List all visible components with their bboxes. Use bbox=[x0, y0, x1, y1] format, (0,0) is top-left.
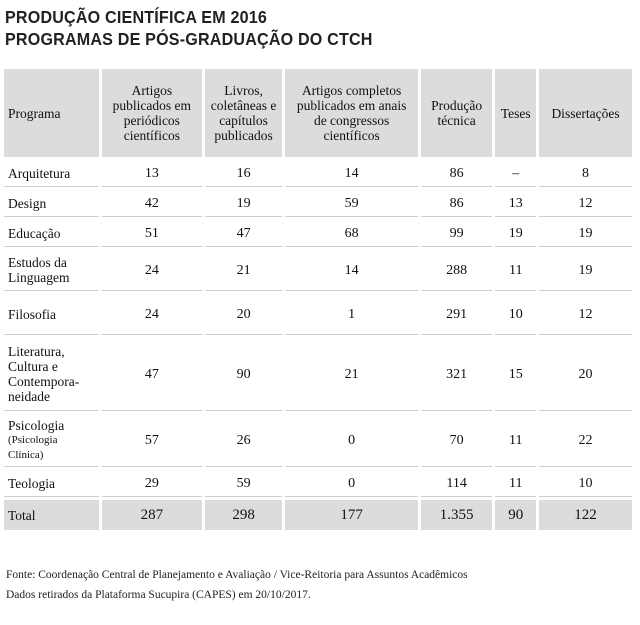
cell-teses: 11 bbox=[495, 414, 536, 467]
total-anais: 177 bbox=[285, 500, 418, 530]
header-livros: Livros, coletâneas e capítulos publicados bbox=[205, 69, 283, 157]
cell-producao: 70 bbox=[421, 414, 492, 467]
cell-programa: Filosofia bbox=[4, 294, 99, 335]
cell-dissertacoes: 8 bbox=[539, 160, 632, 187]
cell-teses: 15 bbox=[495, 338, 536, 411]
cell-programa: Estudos da Linguagem bbox=[4, 250, 99, 291]
cell-dissertacoes: 20 bbox=[539, 338, 632, 411]
cell-artigos: 47 bbox=[102, 338, 202, 411]
cell-anais: 59 bbox=[285, 190, 418, 217]
cell-producao: 288 bbox=[421, 250, 492, 291]
cell-dissertacoes: 19 bbox=[539, 250, 632, 291]
cell-producao: 291 bbox=[421, 294, 492, 335]
cell-producao: 99 bbox=[421, 220, 492, 247]
cell-producao: 86 bbox=[421, 160, 492, 187]
cell-anais: 0 bbox=[285, 470, 418, 497]
table-row bbox=[4, 470, 632, 497]
table-row bbox=[4, 414, 632, 467]
total-producao: 1.355 bbox=[421, 500, 492, 530]
table-row bbox=[4, 294, 632, 335]
data-date-line: Dados retirados da Plataforma Sucupira (CAPES) em 20/10/2017. bbox=[6, 589, 311, 601]
source-note bbox=[6, 565, 468, 605]
cell-producao: 114 bbox=[421, 470, 492, 497]
total-artigos: 287 bbox=[102, 500, 202, 530]
table-row bbox=[4, 250, 632, 291]
cell-livros: 19 bbox=[205, 190, 283, 217]
header-anais: Artigos completos publicados em anais de congressos científicos bbox=[285, 69, 418, 157]
cell-artigos: 24 bbox=[102, 250, 202, 291]
cell-anais: 68 bbox=[285, 220, 418, 247]
cell-livros: 16 bbox=[205, 160, 283, 187]
cell-dissertacoes: 10 bbox=[539, 470, 632, 497]
cell-dissertacoes: 22 bbox=[539, 414, 632, 467]
cell-producao: 321 bbox=[421, 338, 492, 411]
header-programa: Programa bbox=[4, 69, 99, 157]
cell-livros: 90 bbox=[205, 338, 283, 411]
cell-artigos: 24 bbox=[102, 294, 202, 335]
total-livros: 298 bbox=[205, 500, 283, 530]
cell-livros: 26 bbox=[205, 414, 283, 467]
table-row bbox=[4, 220, 632, 247]
cell-programa: Design bbox=[4, 190, 99, 217]
cell-livros: 47 bbox=[205, 220, 283, 247]
cell-teses: 11 bbox=[495, 250, 536, 291]
cell-programa: Arquitetura bbox=[4, 160, 99, 187]
cell-programa: Psicologia bbox=[8, 417, 65, 433]
cell-producao: 86 bbox=[421, 190, 492, 217]
total-label: Total bbox=[4, 500, 99, 530]
cell-artigos: 51 bbox=[102, 220, 202, 247]
page-title bbox=[5, 6, 373, 50]
cell-artigos: 29 bbox=[102, 470, 202, 497]
header-producao: Produção técnica bbox=[421, 69, 492, 157]
total-dissertacoes: 122 bbox=[539, 500, 632, 530]
total-teses: 90 bbox=[495, 500, 536, 530]
cell-artigos: 13 bbox=[102, 160, 202, 187]
cell-livros: 59 bbox=[205, 470, 283, 497]
table-row bbox=[4, 338, 632, 411]
cell-programa: Literatura, Cultura e Contempora-neidade bbox=[4, 338, 99, 411]
cell-livros: 21 bbox=[205, 250, 283, 291]
cell-anais: 14 bbox=[285, 250, 418, 291]
cell-artigos: 57 bbox=[102, 414, 202, 467]
cell-teses: – bbox=[495, 160, 536, 187]
table-row bbox=[4, 190, 632, 217]
cell-anais: 21 bbox=[285, 338, 418, 411]
table-row bbox=[4, 160, 632, 187]
cell-programa-sub: (Psicologia Clínica) bbox=[8, 433, 58, 461]
title-line-1: PRODUÇÃO CIENTÍFICA EM 2016 bbox=[5, 7, 268, 27]
total-row bbox=[4, 500, 632, 530]
source-line: Fonte: Coordenação Central de Planejamento e Avaliação / Vice-Reitoria para Assuntos Acadêmicos bbox=[6, 569, 468, 581]
cell-teses: 19 bbox=[495, 220, 536, 247]
production-table bbox=[1, 66, 635, 533]
header-teses: Teses bbox=[495, 69, 536, 157]
cell-anais: 14 bbox=[285, 160, 418, 187]
cell-teses: 10 bbox=[495, 294, 536, 335]
cell-programa: Educação bbox=[4, 220, 99, 247]
cell-dissertacoes: 12 bbox=[539, 294, 632, 335]
cell-teses: 11 bbox=[495, 470, 536, 497]
cell-artigos: 42 bbox=[102, 190, 202, 217]
cell-livros: 20 bbox=[205, 294, 283, 335]
cell-anais: 0 bbox=[285, 414, 418, 467]
cell-anais: 1 bbox=[285, 294, 418, 335]
header-dissertacoes: Dissertações bbox=[539, 69, 632, 157]
cell-programa-psicologia bbox=[4, 414, 99, 467]
cell-dissertacoes: 19 bbox=[539, 220, 632, 247]
header-row bbox=[4, 69, 632, 157]
header-artigos: Artigos publicados em periódicos científicos bbox=[102, 69, 202, 157]
cell-programa: Teologia bbox=[4, 470, 99, 497]
cell-teses: 13 bbox=[495, 190, 536, 217]
title-line-2: PROGRAMAS DE PÓS-GRADUAÇÃO DO CTCH bbox=[5, 29, 373, 49]
cell-dissertacoes: 12 bbox=[539, 190, 632, 217]
